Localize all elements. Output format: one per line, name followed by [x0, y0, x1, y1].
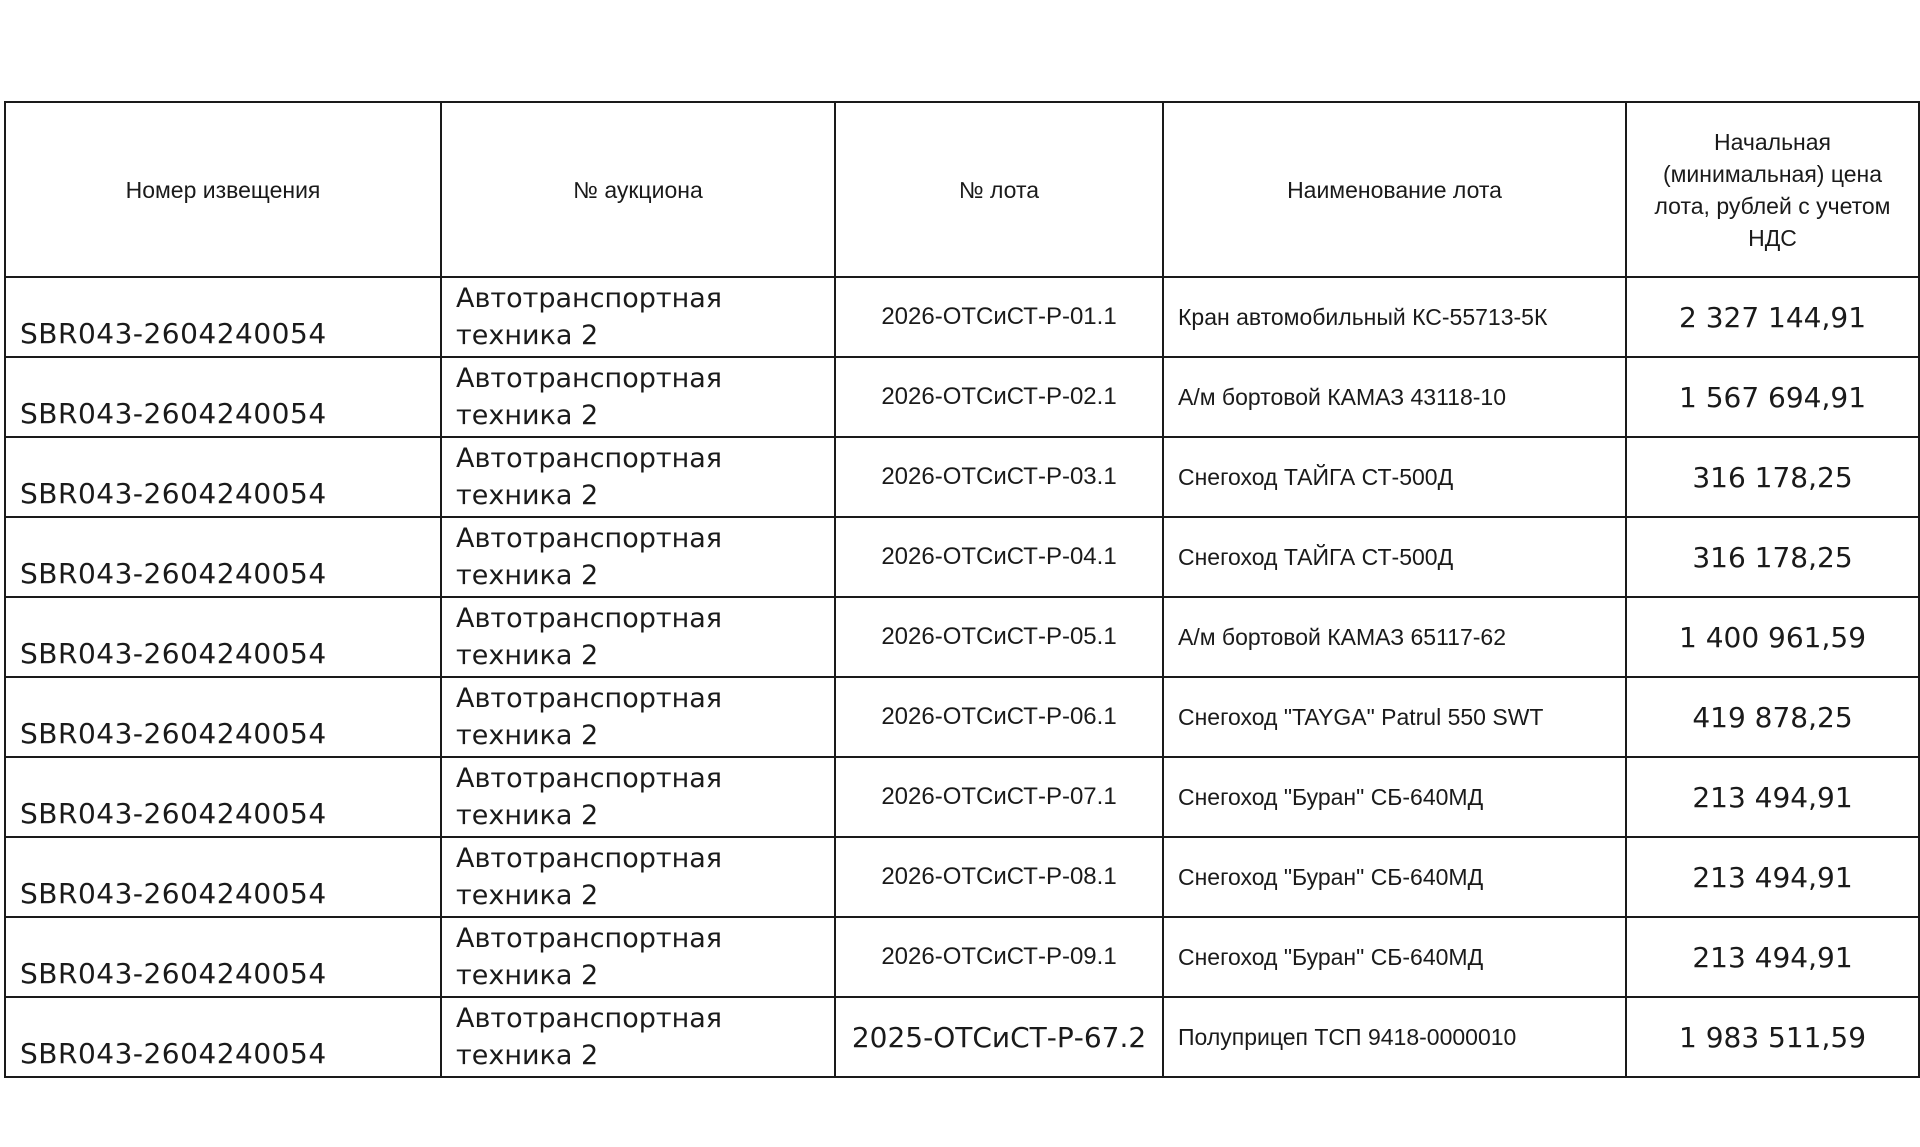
start-price-cell: 213 494,91 — [1626, 837, 1919, 917]
lot-number-cell: 2026-ОТСиСТ-Р-09.1 — [835, 917, 1163, 997]
lot-number-cell: 2026-ОТСиСТ-Р-07.1 — [835, 757, 1163, 837]
lot-name-cell: Полуприцеп ТСП 9418-0000010 — [1163, 997, 1626, 1077]
header-lot-number: № лота — [835, 102, 1163, 277]
notice-number-cell: SBR043-2604240054 — [5, 357, 441, 437]
lot-number-cell: 2026-ОТСиСТ-Р-03.1 — [835, 437, 1163, 517]
table-row — [5, 517, 1919, 597]
table-row — [5, 597, 1919, 677]
notice-number-cell: SBR043-2604240054 — [5, 597, 441, 677]
notice-number-cell: SBR043-2604240054 — [5, 917, 441, 997]
start-price-cell: 316 178,25 — [1626, 517, 1919, 597]
lot-name-cell: Снегоход ТАЙГА СТ-500Д — [1163, 517, 1626, 597]
start-price-cell: 419 878,25 — [1626, 677, 1919, 757]
start-price-cell: 316 178,25 — [1626, 437, 1919, 517]
table-row — [5, 757, 1919, 837]
table-header-row — [5, 102, 1919, 277]
auction-name-cell: Автотранспортная техника 2 — [441, 277, 835, 357]
auction-name-cell: Автотранспортная техника 2 — [441, 677, 835, 757]
notice-number-cell: SBR043-2604240054 — [5, 277, 441, 357]
lot-name-cell: Снегоход "TAYGA" Patrul 550 SWT — [1163, 677, 1626, 757]
lot-name-cell: Снегоход "Буран" СБ-640МД — [1163, 837, 1626, 917]
table-row — [5, 917, 1919, 997]
lot-name-cell: Снегоход "Буран" СБ-640МД — [1163, 757, 1626, 837]
lot-number-cell: 2026-ОТСиСТ-Р-06.1 — [835, 677, 1163, 757]
lot-name-cell: Снегоход "Буран" СБ-640МД — [1163, 917, 1626, 997]
lot-name-cell: Снегоход ТАЙГА СТ-500Д — [1163, 437, 1626, 517]
start-price-cell: 1 567 694,91 — [1626, 357, 1919, 437]
table-row — [5, 997, 1919, 1077]
notice-number-cell: SBR043-2604240054 — [5, 517, 441, 597]
header-start-price: Начальная (минимальная) цена лота, рублей с учетом НДС — [1626, 102, 1919, 277]
notice-number-cell: SBR043-2604240054 — [5, 997, 441, 1077]
notice-number-cell: SBR043-2604240054 — [5, 677, 441, 757]
start-price-cell: 2 327 144,91 — [1626, 277, 1919, 357]
start-price-cell: 1 400 961,59 — [1626, 597, 1919, 677]
header-notice-number: Номер извещения — [5, 102, 441, 277]
notice-number-cell: SBR043-2604240054 — [5, 437, 441, 517]
auction-name-cell: Автотранспортная техника 2 — [441, 437, 835, 517]
auction-name-cell: Автотранспортная техника 2 — [441, 357, 835, 437]
auction-name-cell: Автотранспортная техника 2 — [441, 757, 835, 837]
table-row — [5, 837, 1919, 917]
lot-number-cell: 2026-ОТСиСТ-Р-04.1 — [835, 517, 1163, 597]
lot-number-cell: 2026-ОТСиСТ-Р-08.1 — [835, 837, 1163, 917]
auction-name-cell: Автотранспортная техника 2 — [441, 517, 835, 597]
table-row — [5, 677, 1919, 757]
start-price-cell: 213 494,91 — [1626, 757, 1919, 837]
lot-name-cell: А/м бортовой КАМАЗ 43118-10 — [1163, 357, 1626, 437]
header-lot-name: Наименование лота — [1163, 102, 1626, 277]
auction-name-cell: Автотранспортная техника 2 — [441, 917, 835, 997]
auction-name-cell: Автотранспортная техника 2 — [441, 837, 835, 917]
start-price-cell: 213 494,91 — [1626, 917, 1919, 997]
start-price-cell: 1 983 511,59 — [1626, 997, 1919, 1077]
notice-number-cell: SBR043-2604240054 — [5, 757, 441, 837]
lot-name-cell: Кран автомобильный КС-55713-5К — [1163, 277, 1626, 357]
lots-table — [4, 101, 1920, 1078]
document-sheet — [4, 101, 1918, 1078]
lot-number-cell: 2026-ОТСиСТ-Р-05.1 — [835, 597, 1163, 677]
notice-number-cell: SBR043-2604240054 — [5, 837, 441, 917]
table-row — [5, 357, 1919, 437]
lot-number-cell: 2025-ОТСиСТ-Р-67.2 — [835, 997, 1163, 1077]
auction-name-cell: Автотранспортная техника 2 — [441, 997, 835, 1077]
table-row — [5, 277, 1919, 357]
lot-number-cell: 2026-ОТСиСТ-Р-01.1 — [835, 277, 1163, 357]
lot-name-cell: А/м бортовой КАМАЗ 65117-62 — [1163, 597, 1626, 677]
auction-name-cell: Автотранспортная техника 2 — [441, 597, 835, 677]
lot-number-cell: 2026-ОТСиСТ-Р-02.1 — [835, 357, 1163, 437]
table-row — [5, 437, 1919, 517]
header-auction-number: № аукциона — [441, 102, 835, 277]
